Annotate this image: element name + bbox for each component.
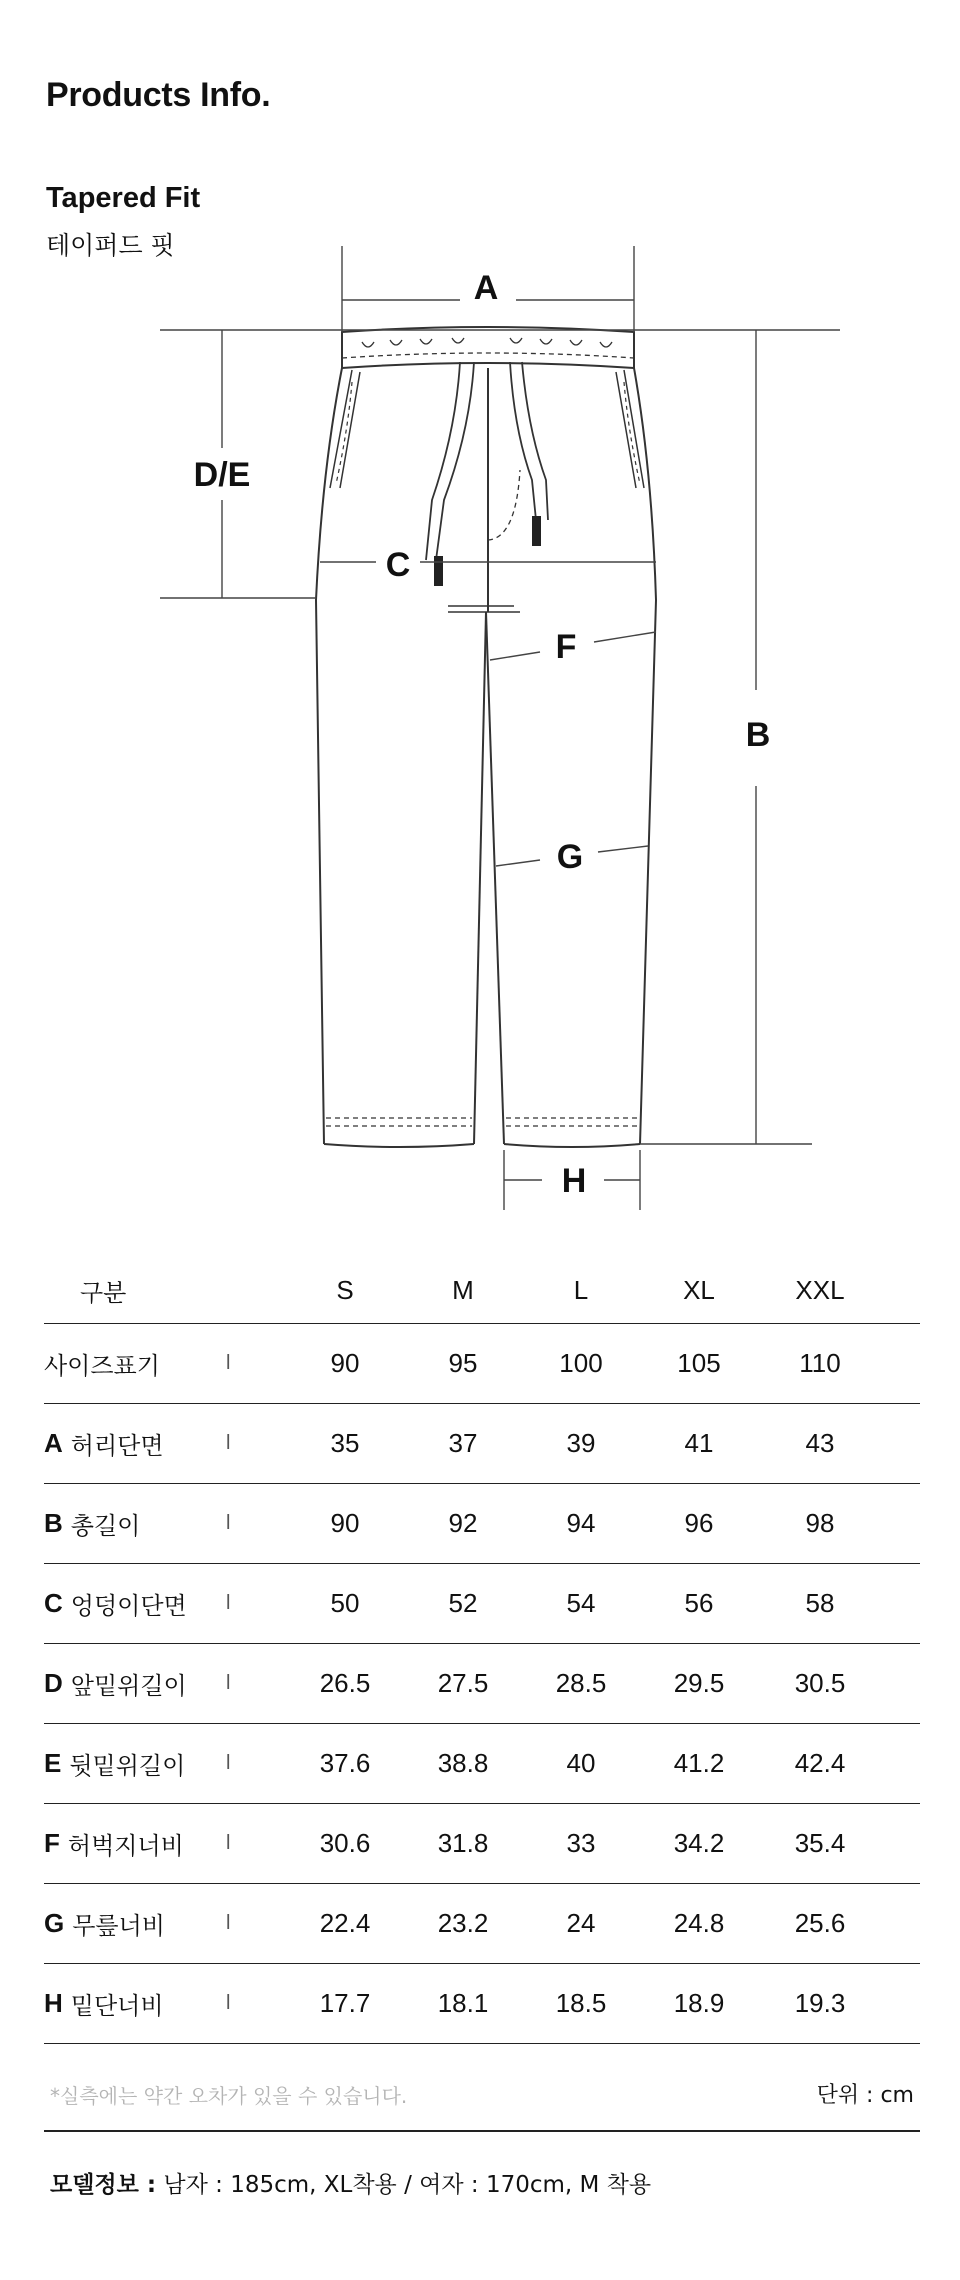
label-g: G [556, 838, 584, 876]
row-letter: B [44, 1508, 63, 1538]
row-value: 56 [684, 1588, 714, 1618]
row-label-text: 밑단너비 [70, 1992, 164, 2020]
row-label [44, 1906, 226, 1941]
row-label [44, 1346, 226, 1381]
measurement-note: *실측에는 약간 오차가 있을 수 있습니다. [50, 2084, 408, 2108]
row-value: 58 [805, 1588, 835, 1618]
row-value: 27.5 [437, 1668, 489, 1698]
row-label [44, 1426, 226, 1461]
row-label [44, 1826, 226, 1861]
header-size: XXL [795, 1275, 845, 1305]
row-separator: l [226, 1432, 231, 1454]
table-row [44, 1564, 920, 1644]
row-letter: D [44, 1668, 63, 1698]
unit-label: 단위 : cm [816, 2083, 914, 2108]
size-table-header [44, 1258, 920, 1324]
size-table-body [44, 1324, 920, 2044]
row-value: 105 [677, 1348, 721, 1378]
row-value: 40 [566, 1748, 596, 1778]
row-value: 42.4 [794, 1748, 846, 1778]
row-value: 96 [684, 1508, 714, 1538]
row-value: 33 [566, 1828, 596, 1858]
row-label [44, 1666, 226, 1701]
row-value: 94 [566, 1508, 596, 1538]
table-row [44, 1484, 920, 1564]
label-de: D/E [193, 456, 251, 494]
drawstring-tip-right [532, 516, 541, 546]
row-separator: l [226, 1912, 231, 1934]
table-row [44, 1644, 920, 1724]
row-separator: l [226, 1592, 231, 1614]
row-label [44, 1586, 226, 1621]
label-a: A [473, 269, 499, 307]
row-value: 26.5 [319, 1668, 371, 1698]
row-value: 43 [805, 1428, 835, 1458]
row-value: 98 [805, 1508, 835, 1538]
table-row [44, 1724, 920, 1804]
row-label-text: 무릎너비 [72, 1912, 165, 1940]
row-letter: H [44, 1988, 63, 2018]
row-value: 37 [448, 1428, 478, 1458]
fit-name-english: Tapered Fit [46, 182, 201, 214]
header-size: XL [683, 1275, 715, 1305]
row-value: 30.5 [794, 1668, 846, 1698]
label-h: H [561, 1162, 587, 1200]
row-letter: F [44, 1828, 60, 1858]
row-value: 38.8 [437, 1748, 489, 1778]
pants-measurement-diagram [0, 240, 960, 1220]
measurement-lines [160, 246, 840, 1210]
row-value: 54 [566, 1588, 596, 1618]
row-label-text: 총길이 [70, 1512, 141, 1540]
row-label-text: 허벅지너비 [67, 1832, 184, 1860]
table-row [44, 1404, 920, 1484]
row-value: 37.6 [319, 1748, 371, 1778]
row-value: 28.5 [555, 1668, 607, 1698]
row-separator: l [226, 1352, 231, 1374]
size-table [44, 1258, 920, 2044]
row-value: 19.3 [794, 1988, 846, 2018]
row-value: 29.5 [673, 1668, 725, 1698]
drawstring-tip-left [434, 556, 443, 586]
model-info-text: 남자 : 185cm, XL착용 / 여자 : 170cm, M 착용 [156, 2172, 652, 2198]
row-value: 92 [448, 1508, 478, 1538]
row-value: 24 [566, 1908, 596, 1938]
row-letter: A [44, 1428, 63, 1458]
label-c: C [385, 546, 411, 584]
row-label [44, 1506, 226, 1541]
row-value: 110 [799, 1348, 841, 1378]
row-value: 52 [448, 1588, 478, 1618]
header-size: S [336, 1275, 354, 1305]
row-value: 34.2 [673, 1828, 725, 1858]
row-value: 31.8 [437, 1828, 489, 1858]
row-value: 41.2 [673, 1748, 725, 1778]
row-letter: E [44, 1748, 62, 1778]
row-value: 24.8 [673, 1908, 725, 1938]
row-value: 90 [330, 1508, 360, 1538]
header-size: M [452, 1275, 474, 1305]
row-value: 18.1 [437, 1988, 489, 2018]
row-label [44, 1746, 226, 1781]
row-value: 50 [330, 1588, 360, 1618]
row-value: 90 [330, 1348, 360, 1378]
row-label-text: 사이즈표기 [44, 1352, 160, 1380]
row-label-text: 앞밑위길이 [70, 1672, 187, 1700]
row-label [44, 1986, 226, 2021]
row-separator: l [226, 1832, 231, 1854]
table-row [44, 1324, 920, 1404]
header-label: 구분 [80, 1279, 127, 1307]
row-value: 17.7 [319, 1988, 371, 2018]
row-value: 30.6 [319, 1828, 371, 1858]
row-value: 18.9 [673, 1988, 725, 2018]
fit-name-korean: 테이퍼드 핏 [46, 231, 175, 260]
row-letter: C [44, 1588, 63, 1618]
table-row [44, 1964, 920, 2044]
row-letter: G [44, 1908, 65, 1938]
table-row [44, 1884, 920, 1964]
row-value: 41 [684, 1428, 714, 1458]
divider [44, 2130, 920, 2132]
row-value: 35 [330, 1428, 360, 1458]
page-title: Products Info. [46, 76, 271, 114]
row-value: 39 [566, 1428, 596, 1458]
model-info [50, 2166, 651, 2199]
table-row [44, 1804, 920, 1884]
row-value: 100 [559, 1348, 603, 1378]
header-size: L [573, 1275, 589, 1305]
row-separator: l [226, 1752, 231, 1774]
row-value: 22.4 [319, 1908, 371, 1938]
pants-outline [316, 327, 656, 1147]
row-value: 23.2 [437, 1908, 489, 1938]
row-label-text: 뒷밑위길이 [69, 1752, 186, 1780]
row-separator: l [226, 1992, 231, 2014]
row-label-text: 엉덩이단면 [70, 1592, 187, 1620]
row-value: 35.4 [794, 1828, 846, 1858]
row-value: 18.5 [555, 1988, 607, 2018]
row-separator: l [226, 1672, 231, 1694]
label-f: F [555, 628, 577, 666]
row-separator: l [226, 1512, 231, 1534]
model-info-label: 모델정보 : [50, 2172, 157, 2198]
row-value: 95 [448, 1348, 478, 1378]
row-value: 25.6 [794, 1908, 846, 1938]
label-b: B [745, 716, 771, 754]
row-label-text: 허리단면 [70, 1432, 164, 1460]
